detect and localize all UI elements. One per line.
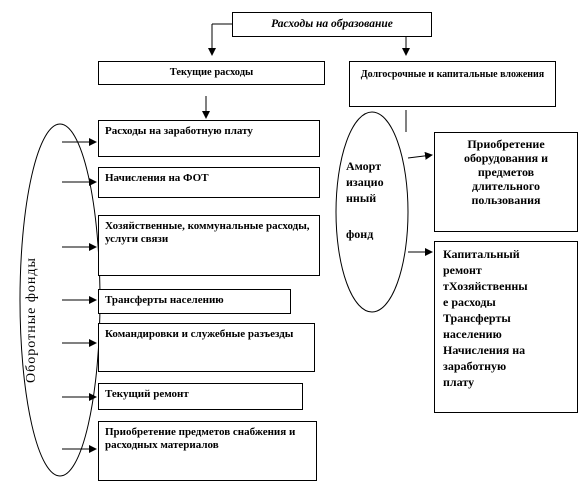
right-item-equipment: Приобретение оборудования и предметов длительного пользования xyxy=(434,132,578,232)
root-node: Расходы на образование xyxy=(232,12,432,37)
left-item-transfers: Трансферты населению xyxy=(98,289,291,314)
left-item-supplies: Приобретение предметов снабжения и расходных материалов xyxy=(98,421,317,481)
left-item-payroll-charges: Начисления на ФОТ xyxy=(98,167,320,198)
left-item-repairs: Текущий ремонт xyxy=(98,383,303,410)
right-item-capital-repair: Капитальный ремонт тХозяйственны е расходы Трансферты населению Начисления на заработную плату xyxy=(434,241,578,413)
left-item-business-trips: Командировки и служебные разъезды xyxy=(98,323,315,372)
left-item-utilities: Хозяйственные, коммунальные расходы, услуги связи xyxy=(98,215,320,276)
left-item-salary: Расходы на заработную плату xyxy=(98,120,320,157)
capital-investment-node: Долгосрочные и капитальные вложения xyxy=(349,61,556,107)
current-expenses-node: Текущие расходы xyxy=(98,61,325,85)
amortization-fund-label: Аморт изацио нный фонд xyxy=(346,159,384,241)
